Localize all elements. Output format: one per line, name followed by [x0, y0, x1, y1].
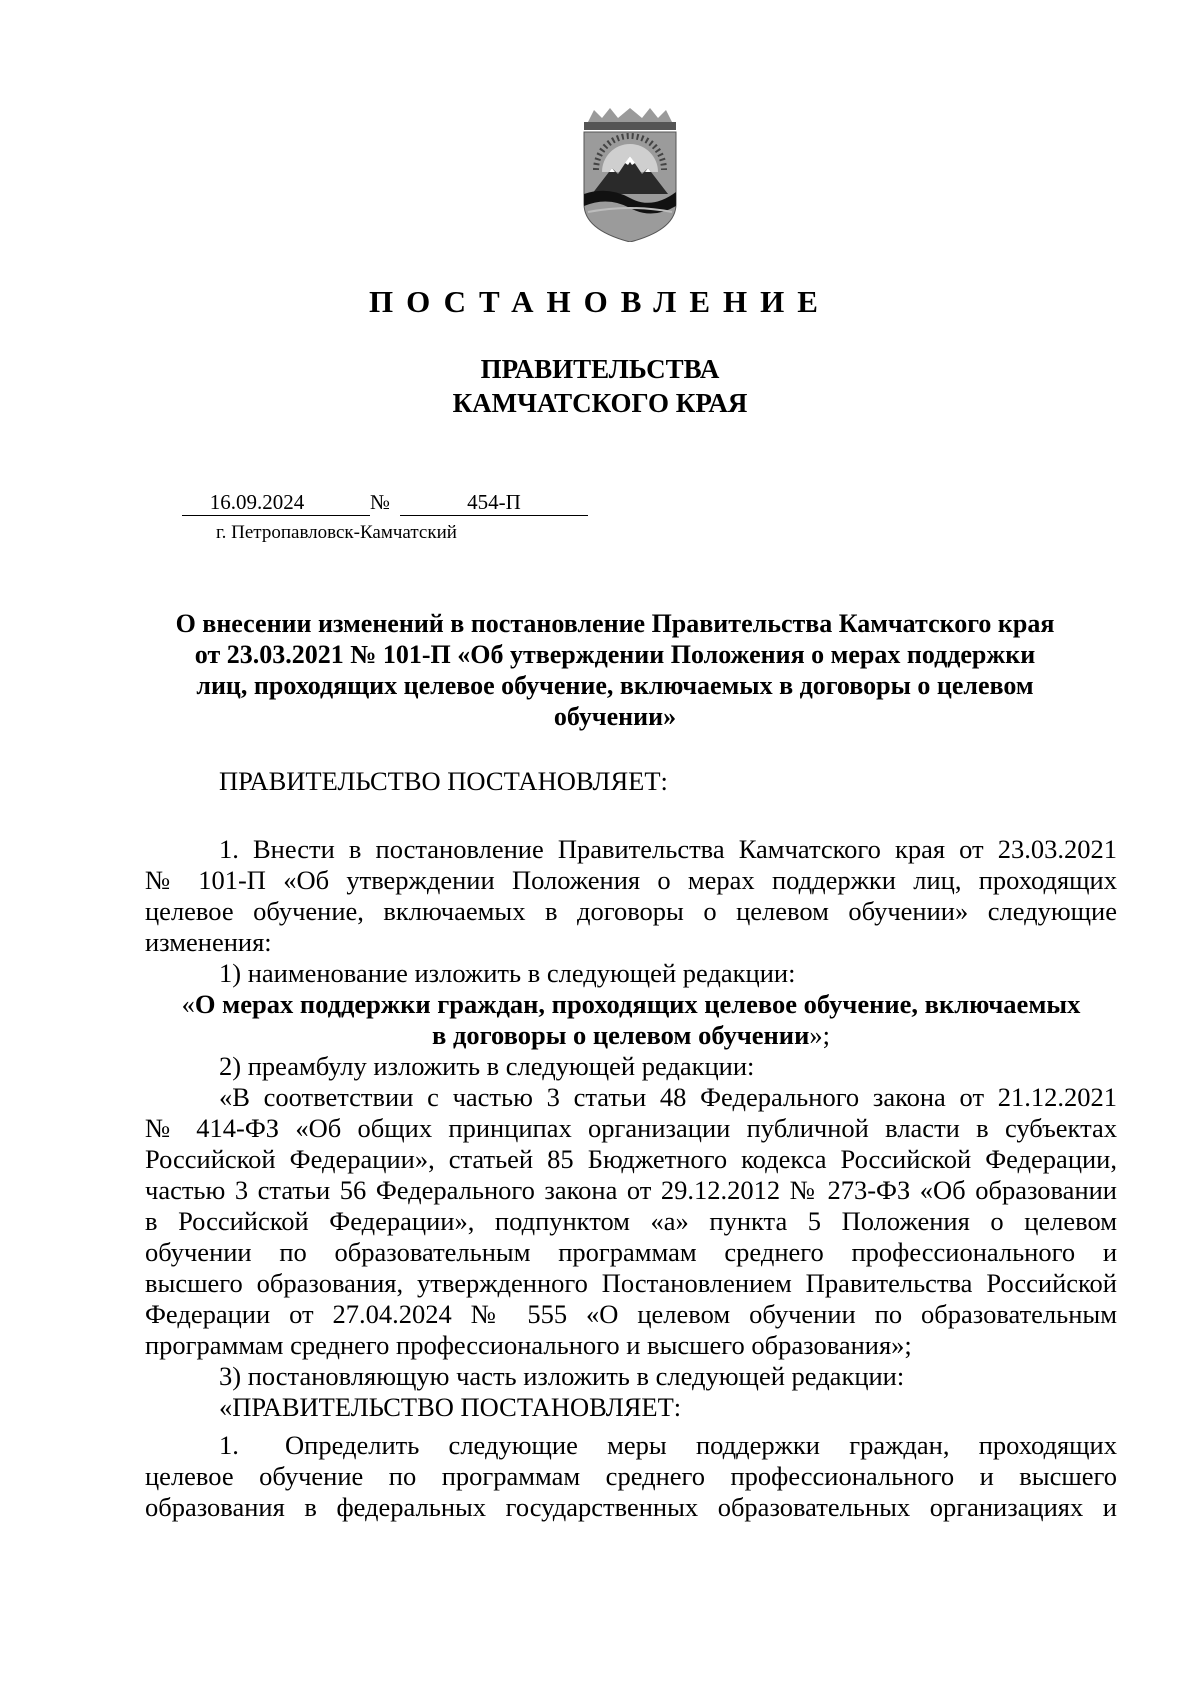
- point-line: образования в федеральных государственных образовательных организациях и: [145, 1492, 1117, 1522]
- quote-close: »;: [809, 1020, 830, 1050]
- paragraph-line: 1. Внести в постановление Правительства Камчатского края от 23.03.2021: [219, 834, 1117, 864]
- item-1: 1) наименование изложить в следующей редакции:: [219, 958, 796, 988]
- new-name-line: [145, 1020, 1117, 1051]
- preamble-line: «В соответствии с частью 3 статьи 48 Федерального закона от 21.12.2021: [219, 1082, 1117, 1112]
- resolves-heading: [145, 766, 1117, 797]
- new-name-line: [145, 989, 1117, 1020]
- document-type-title: ПОСТАНОВЛЕНИЕ: [369, 284, 831, 319]
- preamble-line: частью 3 статьи 56 Федерального закона от 29.12.2012 № 273-ФЗ «Об образовании: [145, 1175, 1117, 1205]
- item-2: 2) преамбулу изложить в следующей редакции:: [219, 1051, 755, 1081]
- preamble-line: № 414-ФЗ «Об общих принципах организации публичной власти в субъектах: [145, 1113, 1117, 1143]
- subject-line: обучении»: [553, 702, 677, 731]
- paragraph-line: № 101-П «Об утверждении Положения о мерах поддержки лиц, проходящих: [145, 865, 1117, 895]
- new-name-text: О мерах поддержки граждан, проходящих целевое обучение, включаемых: [194, 989, 1081, 1019]
- subject-line: лиц, проходящих целевое обучение, включаемых в договоры о целевом: [196, 671, 1034, 700]
- issuing-authority: [0, 352, 1200, 420]
- quote-open: «: [181, 989, 195, 1019]
- preamble-line: Российской Федерации», статьей 85 Бюджетного кодекса Российской Федерации,: [145, 1144, 1117, 1174]
- preamble-line: программам среднего профессионального и высшего образования»;: [145, 1330, 912, 1360]
- authority-line: КАМЧАТСКОГО КРАЯ: [452, 388, 748, 418]
- number-sign: №: [370, 490, 391, 514]
- preamble-line: обучении по образовательным программам среднего профессионального и: [145, 1237, 1117, 1267]
- kamchatka-coat-of-arms-icon: [578, 108, 682, 242]
- point-line: [145, 1430, 1117, 1461]
- resolves-text: ПРАВИТЕЛЬСТВО ПОСТАНОВЛЯЕТ:: [219, 766, 668, 796]
- paragraph-line: изменения:: [145, 927, 272, 957]
- preamble-line: высшего образования, утвержденного Постановлением Правительства Российской: [145, 1268, 1117, 1298]
- preamble-line: Федерации от 27.04.2024 № 555 «О целевом обучении по образовательным: [145, 1299, 1117, 1329]
- paragraph-line: целевое обучение, включаемых в договоры о целевом обучении» следующие: [145, 896, 1117, 926]
- point-number: 1.: [219, 1430, 239, 1460]
- document-place: г. Петропавловск-Камчатский: [216, 522, 457, 543]
- document-subject: [120, 608, 1110, 732]
- point-line: целевое обучение по программам среднего профессионального и высшего: [145, 1461, 1117, 1491]
- new-name-text: в договоры о целевом обучении: [432, 1020, 810, 1050]
- point-1: [145, 1430, 1117, 1523]
- preamble-line: в Российской Федерации», подпунктом «а» пункта 5 Положения о целевом: [145, 1206, 1117, 1236]
- subject-line: О внесении изменений в постановление Правительства Камчатского края: [175, 609, 1055, 638]
- subject-line: от 23.03.2021 № 101-П «Об утверждении Положения о мерах поддержки: [194, 640, 1036, 669]
- document-date: 16.09.2024: [182, 490, 332, 516]
- document-number: 454-П: [400, 490, 588, 516]
- authority-line: ПРАВИТЕЛЬСТВА: [480, 354, 720, 384]
- document-body: [145, 834, 1117, 1423]
- item-3: 3) постановляющую часть изложить в следующей редакции:: [219, 1361, 905, 1391]
- point-text: Определить следующие меры поддержки граждан, проходящих: [285, 1430, 1117, 1460]
- quoted-resolves: «ПРАВИТЕЛЬСТВО ПОСТАНОВЛЯЕТ:: [219, 1392, 682, 1422]
- date-underline: [332, 490, 370, 516]
